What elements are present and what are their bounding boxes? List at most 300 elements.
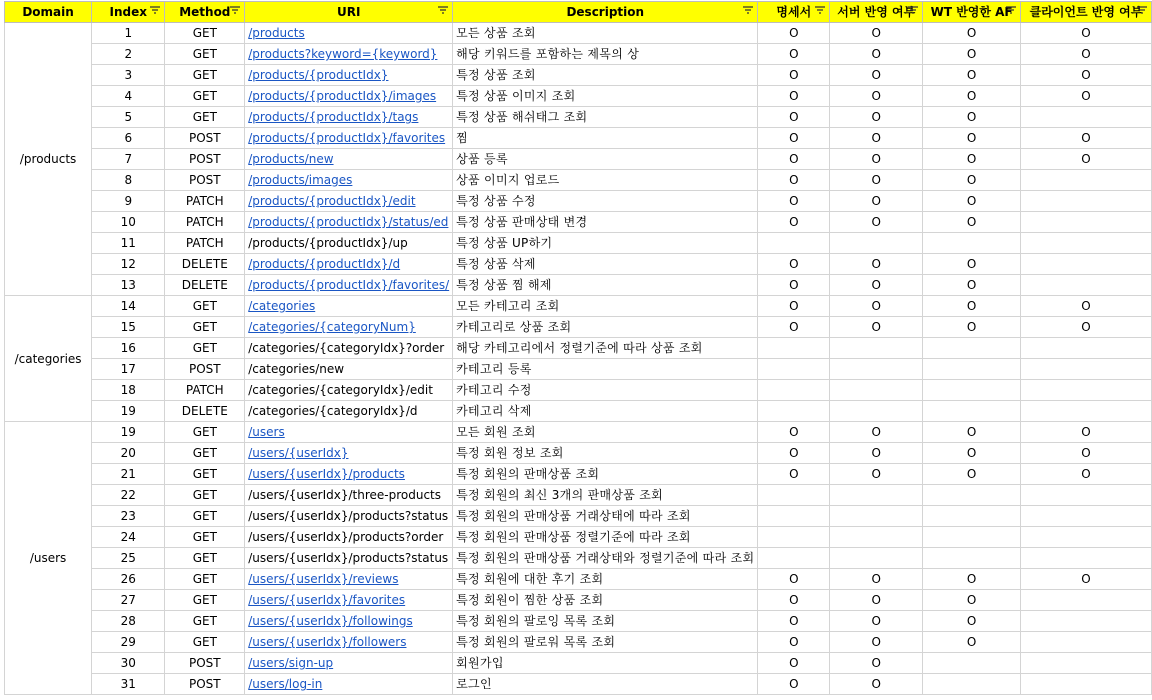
description-cell[interactable]: 특정 회원의 팔로워 목록 조회 bbox=[453, 632, 758, 653]
spec-cell[interactable]: O bbox=[758, 296, 830, 317]
method-cell[interactable]: PATCH bbox=[165, 191, 245, 212]
uri-cell[interactable] bbox=[245, 611, 453, 632]
client-applied-cell[interactable] bbox=[1020, 653, 1151, 674]
index-cell[interactable]: 31 bbox=[92, 674, 165, 695]
client-applied-cell[interactable] bbox=[1020, 548, 1151, 569]
uri-cell[interactable] bbox=[245, 128, 453, 149]
method-cell[interactable]: GET bbox=[165, 296, 245, 317]
uri-link[interactable]: /products/{productIdx}/images bbox=[248, 89, 437, 103]
description-cell[interactable]: 특정 상품 판매상태 변경 bbox=[453, 212, 758, 233]
uri-cell[interactable]: /users/{userIdx}/three-products bbox=[245, 485, 453, 506]
jwt-applied-cell[interactable]: O bbox=[923, 317, 1021, 338]
uri-cell[interactable] bbox=[245, 149, 453, 170]
column-header-index[interactable] bbox=[92, 2, 165, 23]
index-cell[interactable]: 7 bbox=[92, 149, 165, 170]
method-cell[interactable]: GET bbox=[165, 443, 245, 464]
jwt-applied-cell[interactable]: O bbox=[923, 254, 1021, 275]
jwt-applied-cell[interactable] bbox=[923, 401, 1021, 422]
uri-link[interactable]: /users/{userIdx}/followers bbox=[248, 635, 407, 649]
description-cell[interactable]: 특정 상품 UP하기 bbox=[453, 233, 758, 254]
server-applied-cell[interactable]: O bbox=[830, 464, 923, 485]
server-applied-cell[interactable]: O bbox=[830, 149, 923, 170]
spec-cell[interactable]: O bbox=[758, 275, 830, 296]
server-applied-cell[interactable] bbox=[830, 338, 923, 359]
index-cell[interactable]: 28 bbox=[92, 611, 165, 632]
uri-link[interactable]: /products/{productIdx}/favorites/ bbox=[248, 278, 450, 292]
server-applied-cell[interactable]: O bbox=[830, 44, 923, 65]
method-cell[interactable]: GET bbox=[165, 317, 245, 338]
index-cell[interactable]: 20 bbox=[92, 443, 165, 464]
uri-link[interactable]: /products?keyword={keyword} bbox=[248, 47, 438, 61]
uri-cell[interactable] bbox=[245, 44, 453, 65]
uri-link[interactable]: /users bbox=[248, 425, 285, 439]
column-header-description[interactable] bbox=[453, 2, 758, 23]
description-cell[interactable]: 특정 상품 찜 해제 bbox=[453, 275, 758, 296]
client-applied-cell[interactable] bbox=[1020, 590, 1151, 611]
jwt-applied-cell[interactable] bbox=[923, 506, 1021, 527]
description-cell[interactable]: 상품 이미지 업로드 bbox=[453, 170, 758, 191]
spec-cell[interactable] bbox=[758, 548, 830, 569]
spec-cell[interactable]: O bbox=[758, 44, 830, 65]
description-cell[interactable]: 모든 회원 조회 bbox=[453, 422, 758, 443]
index-cell[interactable]: 29 bbox=[92, 632, 165, 653]
spec-cell[interactable]: O bbox=[758, 191, 830, 212]
method-cell[interactable]: POST bbox=[165, 170, 245, 191]
client-applied-cell[interactable]: O bbox=[1020, 86, 1151, 107]
filter-dropdown-icon[interactable] bbox=[149, 5, 161, 17]
client-applied-cell[interactable]: O bbox=[1020, 317, 1151, 338]
jwt-applied-cell[interactable]: O bbox=[923, 275, 1021, 296]
uri-cell[interactable]: /users/{userIdx}/products?status bbox=[245, 548, 453, 569]
uri-cell[interactable] bbox=[245, 65, 453, 86]
spec-cell[interactable]: O bbox=[758, 590, 830, 611]
client-applied-cell[interactable]: O bbox=[1020, 569, 1151, 590]
index-cell[interactable]: 27 bbox=[92, 590, 165, 611]
uri-link[interactable]: /products/{productIdx} bbox=[248, 68, 389, 82]
description-cell[interactable]: 특정 회원의 판매상품 거래상태에 따라 조회 bbox=[453, 506, 758, 527]
method-cell[interactable]: GET bbox=[165, 44, 245, 65]
client-applied-cell[interactable] bbox=[1020, 401, 1151, 422]
column-header-jwt-applied[interactable] bbox=[923, 2, 1021, 23]
uri-cell[interactable] bbox=[245, 653, 453, 674]
description-cell[interactable]: 특정 회원에 대한 후기 조회 bbox=[453, 569, 758, 590]
method-cell[interactable]: POST bbox=[165, 149, 245, 170]
jwt-applied-cell[interactable]: O bbox=[923, 443, 1021, 464]
index-cell[interactable]: 6 bbox=[92, 128, 165, 149]
description-cell[interactable]: 찜 bbox=[453, 128, 758, 149]
uri-link[interactable]: /categories/{categoryNum} bbox=[248, 320, 416, 334]
domain-cell[interactable]: /users bbox=[5, 422, 92, 695]
description-cell[interactable]: 로그인 bbox=[453, 674, 758, 695]
client-applied-cell[interactable] bbox=[1020, 527, 1151, 548]
domain-cell[interactable]: /categories bbox=[5, 296, 92, 422]
index-cell[interactable]: 30 bbox=[92, 653, 165, 674]
client-applied-cell[interactable] bbox=[1020, 191, 1151, 212]
server-applied-cell[interactable]: O bbox=[830, 170, 923, 191]
server-applied-cell[interactable]: O bbox=[830, 611, 923, 632]
server-applied-cell[interactable]: O bbox=[830, 128, 923, 149]
description-cell[interactable]: 해당 키워드를 포함하는 제목의 상 bbox=[453, 44, 758, 65]
index-cell[interactable]: 4 bbox=[92, 86, 165, 107]
description-cell[interactable]: 특정 상품 이미지 조회 bbox=[453, 86, 758, 107]
uri-cell[interactable] bbox=[245, 296, 453, 317]
client-applied-cell[interactable]: O bbox=[1020, 296, 1151, 317]
client-applied-cell[interactable] bbox=[1020, 233, 1151, 254]
server-applied-cell[interactable]: O bbox=[830, 275, 923, 296]
uri-cell[interactable]: /users/{userIdx}/products?status bbox=[245, 506, 453, 527]
method-cell[interactable]: GET bbox=[165, 506, 245, 527]
server-applied-cell[interactable]: O bbox=[830, 23, 923, 44]
client-applied-cell[interactable] bbox=[1020, 338, 1151, 359]
spec-cell[interactable] bbox=[758, 359, 830, 380]
uri-cell[interactable] bbox=[245, 674, 453, 695]
client-applied-cell[interactable] bbox=[1020, 485, 1151, 506]
uri-cell[interactable] bbox=[245, 170, 453, 191]
client-applied-cell[interactable]: O bbox=[1020, 65, 1151, 86]
description-cell[interactable]: 해당 카테고리에서 정렬기준에 따라 상품 조회 bbox=[453, 338, 758, 359]
jwt-applied-cell[interactable]: O bbox=[923, 611, 1021, 632]
description-cell[interactable]: 특정 회원의 판매상품 거래상태와 정렬기준에 따라 조회 bbox=[453, 548, 758, 569]
server-applied-cell[interactable]: O bbox=[830, 86, 923, 107]
spec-cell[interactable] bbox=[758, 401, 830, 422]
index-cell[interactable]: 8 bbox=[92, 170, 165, 191]
server-applied-cell[interactable] bbox=[830, 506, 923, 527]
server-applied-cell[interactable]: O bbox=[830, 317, 923, 338]
index-cell[interactable]: 24 bbox=[92, 527, 165, 548]
method-cell[interactable]: GET bbox=[165, 422, 245, 443]
spec-cell[interactable]: O bbox=[758, 170, 830, 191]
server-applied-cell[interactable]: O bbox=[830, 191, 923, 212]
description-cell[interactable]: 특정 회원의 팔로잉 목록 조회 bbox=[453, 611, 758, 632]
server-applied-cell[interactable]: O bbox=[830, 212, 923, 233]
spec-cell[interactable]: O bbox=[758, 212, 830, 233]
description-cell[interactable]: 카테고리 등록 bbox=[453, 359, 758, 380]
client-applied-cell[interactable]: O bbox=[1020, 128, 1151, 149]
spec-cell[interactable]: O bbox=[758, 422, 830, 443]
filter-dropdown-icon[interactable] bbox=[742, 5, 754, 17]
spec-cell[interactable] bbox=[758, 380, 830, 401]
jwt-applied-cell[interactable] bbox=[923, 653, 1021, 674]
uri-cell[interactable]: /categories/new bbox=[245, 359, 453, 380]
server-applied-cell[interactable]: O bbox=[830, 653, 923, 674]
filter-dropdown-icon[interactable] bbox=[229, 5, 241, 17]
method-cell[interactable]: GET bbox=[165, 485, 245, 506]
filter-dropdown-icon[interactable] bbox=[1005, 5, 1017, 17]
client-applied-cell[interactable] bbox=[1020, 380, 1151, 401]
client-applied-cell[interactable]: O bbox=[1020, 464, 1151, 485]
uri-cell[interactable] bbox=[245, 632, 453, 653]
description-cell[interactable]: 상품 등록 bbox=[453, 149, 758, 170]
spec-cell[interactable]: O bbox=[758, 443, 830, 464]
filter-dropdown-icon[interactable] bbox=[907, 5, 919, 17]
uri-link[interactable]: /products/images bbox=[248, 173, 353, 187]
spec-cell[interactable] bbox=[758, 527, 830, 548]
uri-link[interactable]: /users/log-in bbox=[248, 677, 323, 691]
method-cell[interactable]: DELETE bbox=[165, 275, 245, 296]
uri-cell[interactable]: /categories/{categoryIdx}?order bbox=[245, 338, 453, 359]
uri-link[interactable]: /products/{productIdx}/edit bbox=[248, 194, 416, 208]
jwt-applied-cell[interactable] bbox=[923, 338, 1021, 359]
spec-cell[interactable]: O bbox=[758, 128, 830, 149]
uri-link[interactable]: /users/sign-up bbox=[248, 656, 334, 670]
method-cell[interactable]: GET bbox=[165, 464, 245, 485]
client-applied-cell[interactable]: O bbox=[1020, 23, 1151, 44]
index-cell[interactable]: 17 bbox=[92, 359, 165, 380]
server-applied-cell[interactable]: O bbox=[830, 65, 923, 86]
server-applied-cell[interactable]: O bbox=[830, 443, 923, 464]
uri-link[interactable]: /products/{productIdx}/status/ed bbox=[248, 215, 449, 229]
uri-cell[interactable] bbox=[245, 275, 453, 296]
table-row bbox=[5, 485, 1152, 506]
index-cell[interactable]: 3 bbox=[92, 65, 165, 86]
method-cell[interactable]: GET bbox=[165, 107, 245, 128]
client-applied-cell[interactable] bbox=[1020, 212, 1151, 233]
index-cell[interactable]: 1 bbox=[92, 23, 165, 44]
description-cell[interactable]: 카테고리 수정 bbox=[453, 380, 758, 401]
client-applied-cell[interactable]: O bbox=[1020, 443, 1151, 464]
jwt-applied-cell[interactable]: O bbox=[923, 23, 1021, 44]
spec-cell[interactable] bbox=[758, 233, 830, 254]
uri-cell[interactable] bbox=[245, 107, 453, 128]
client-applied-cell[interactable] bbox=[1020, 359, 1151, 380]
uri-cell[interactable] bbox=[245, 317, 453, 338]
method-cell[interactable]: DELETE bbox=[165, 401, 245, 422]
jwt-applied-cell[interactable]: O bbox=[923, 296, 1021, 317]
description-cell[interactable]: 특정 회원이 찜한 상품 조회 bbox=[453, 590, 758, 611]
jwt-applied-cell[interactable]: O bbox=[923, 107, 1021, 128]
filter-dropdown-icon[interactable] bbox=[437, 5, 449, 17]
jwt-applied-cell[interactable] bbox=[923, 233, 1021, 254]
index-cell[interactable]: 16 bbox=[92, 338, 165, 359]
uri-link[interactable]: /categories bbox=[248, 299, 316, 313]
description-cell[interactable]: 모든 상품 조회 bbox=[453, 23, 758, 44]
spec-cell[interactable]: O bbox=[758, 23, 830, 44]
spec-cell[interactable]: O bbox=[758, 149, 830, 170]
uri-cell[interactable]: /users/{userIdx}/products?order bbox=[245, 527, 453, 548]
description-cell[interactable]: 특정 상품 삭제 bbox=[453, 254, 758, 275]
method-cell[interactable]: POST bbox=[165, 653, 245, 674]
index-cell[interactable]: 13 bbox=[92, 275, 165, 296]
jwt-applied-cell[interactable]: O bbox=[923, 464, 1021, 485]
method-cell[interactable]: PATCH bbox=[165, 380, 245, 401]
jwt-applied-cell[interactable]: O bbox=[923, 128, 1021, 149]
server-applied-cell[interactable] bbox=[830, 548, 923, 569]
uri-link[interactable]: /users/{userIdx}/favorites bbox=[248, 593, 406, 607]
description-cell[interactable]: 특정 회원의 판매상품 정렬기준에 따라 조회 bbox=[453, 527, 758, 548]
uri-cell[interactable] bbox=[245, 422, 453, 443]
uri-cell[interactable] bbox=[245, 443, 453, 464]
server-applied-cell[interactable]: O bbox=[830, 569, 923, 590]
client-applied-cell[interactable] bbox=[1020, 632, 1151, 653]
index-cell[interactable]: 12 bbox=[92, 254, 165, 275]
jwt-applied-cell[interactable]: O bbox=[923, 632, 1021, 653]
uri-cell[interactable] bbox=[245, 254, 453, 275]
description-cell[interactable]: 카테고리 삭제 bbox=[453, 401, 758, 422]
method-cell[interactable]: PATCH bbox=[165, 212, 245, 233]
uri-link[interactable]: /users/{userIdx}/products bbox=[248, 467, 405, 481]
spec-cell[interactable] bbox=[758, 338, 830, 359]
domain-cell[interactable]: /products bbox=[5, 23, 92, 296]
index-cell[interactable]: 19 bbox=[92, 422, 165, 443]
method-cell[interactable]: PATCH bbox=[165, 233, 245, 254]
method-cell[interactable]: GET bbox=[165, 611, 245, 632]
server-applied-cell[interactable]: O bbox=[830, 674, 923, 695]
jwt-applied-cell[interactable]: O bbox=[923, 65, 1021, 86]
server-applied-cell[interactable]: O bbox=[830, 422, 923, 443]
uri-link[interactable]: /products/{productIdx}/d bbox=[248, 257, 401, 271]
description-cell[interactable]: 특정 상품 수정 bbox=[453, 191, 758, 212]
method-cell[interactable]: POST bbox=[165, 674, 245, 695]
server-applied-cell[interactable]: O bbox=[830, 590, 923, 611]
jwt-applied-cell[interactable]: O bbox=[923, 569, 1021, 590]
method-cell[interactable]: GET bbox=[165, 548, 245, 569]
client-applied-cell[interactable] bbox=[1020, 170, 1151, 191]
client-applied-cell[interactable]: O bbox=[1020, 44, 1151, 65]
description-cell[interactable]: 카테고리로 상품 조회 bbox=[453, 317, 758, 338]
client-applied-cell[interactable] bbox=[1020, 611, 1151, 632]
index-cell[interactable]: 25 bbox=[92, 548, 165, 569]
spec-cell[interactable]: O bbox=[758, 632, 830, 653]
spec-cell[interactable]: O bbox=[758, 317, 830, 338]
server-applied-cell[interactable]: O bbox=[830, 254, 923, 275]
spec-cell[interactable]: O bbox=[758, 107, 830, 128]
client-applied-cell[interactable]: O bbox=[1020, 149, 1151, 170]
uri-cell[interactable] bbox=[245, 464, 453, 485]
jwt-applied-cell[interactable]: O bbox=[923, 170, 1021, 191]
column-header-client-applied[interactable] bbox=[1020, 2, 1151, 23]
method-cell[interactable]: GET bbox=[165, 632, 245, 653]
uri-link[interactable]: /products/{productIdx}/tags bbox=[248, 110, 419, 124]
index-cell[interactable]: 19 bbox=[92, 401, 165, 422]
method-cell[interactable]: GET bbox=[165, 86, 245, 107]
spec-cell[interactable] bbox=[758, 506, 830, 527]
method-cell[interactable]: DELETE bbox=[165, 254, 245, 275]
column-header-server-applied[interactable] bbox=[830, 2, 923, 23]
index-cell[interactable]: 22 bbox=[92, 485, 165, 506]
description-cell[interactable]: 특정 회원의 판매상품 조회 bbox=[453, 464, 758, 485]
spec-cell[interactable] bbox=[758, 485, 830, 506]
filter-dropdown-icon[interactable] bbox=[1136, 5, 1148, 17]
index-cell[interactable]: 2 bbox=[92, 44, 165, 65]
method-cell[interactable]: GET bbox=[165, 569, 245, 590]
index-cell[interactable]: 18 bbox=[92, 380, 165, 401]
uri-link[interactable]: /users/{userIdx}/reviews bbox=[248, 572, 399, 586]
jwt-applied-cell[interactable]: O bbox=[923, 191, 1021, 212]
jwt-applied-cell[interactable]: O bbox=[923, 590, 1021, 611]
uri-cell[interactable] bbox=[245, 23, 453, 44]
jwt-applied-cell[interactable] bbox=[923, 527, 1021, 548]
uri-link[interactable]: /products/{productIdx}/favorites bbox=[248, 131, 446, 145]
client-applied-cell[interactable] bbox=[1020, 506, 1151, 527]
method-cell[interactable]: GET bbox=[165, 65, 245, 86]
jwt-applied-cell[interactable]: O bbox=[923, 422, 1021, 443]
index-cell[interactable]: 21 bbox=[92, 464, 165, 485]
description-cell[interactable]: 특정 회원 정보 조회 bbox=[453, 443, 758, 464]
method-cell[interactable]: GET bbox=[165, 338, 245, 359]
jwt-applied-cell[interactable] bbox=[923, 485, 1021, 506]
uri-link[interactable]: /users/{userIdx} bbox=[248, 446, 349, 460]
jwt-applied-cell[interactable] bbox=[923, 674, 1021, 695]
server-applied-cell[interactable] bbox=[830, 380, 923, 401]
jwt-applied-cell[interactable]: O bbox=[923, 44, 1021, 65]
jwt-applied-cell[interactable] bbox=[923, 380, 1021, 401]
server-applied-cell[interactable] bbox=[830, 485, 923, 506]
uri-cell[interactable] bbox=[245, 212, 453, 233]
jwt-applied-cell[interactable]: O bbox=[923, 86, 1021, 107]
description-cell[interactable]: 모든 카테고리 조회 bbox=[453, 296, 758, 317]
spec-cell[interactable]: O bbox=[758, 674, 830, 695]
jwt-applied-cell[interactable]: O bbox=[923, 212, 1021, 233]
uri-cell[interactable]: /products/{productIdx}/up bbox=[245, 233, 453, 254]
index-cell[interactable]: 10 bbox=[92, 212, 165, 233]
index-cell[interactable]: 11 bbox=[92, 233, 165, 254]
jwt-applied-cell[interactable] bbox=[923, 548, 1021, 569]
index-cell[interactable]: 23 bbox=[92, 506, 165, 527]
method-cell[interactable]: GET bbox=[165, 527, 245, 548]
client-applied-cell[interactable] bbox=[1020, 107, 1151, 128]
uri-link[interactable]: /products/new bbox=[248, 152, 334, 166]
index-cell[interactable]: 26 bbox=[92, 569, 165, 590]
client-applied-cell[interactable] bbox=[1020, 254, 1151, 275]
uri-cell[interactable] bbox=[245, 569, 453, 590]
column-header-domain[interactable] bbox=[5, 2, 92, 23]
index-cell[interactable]: 14 bbox=[92, 296, 165, 317]
server-applied-cell[interactable] bbox=[830, 359, 923, 380]
uri-link[interactable]: /products bbox=[248, 26, 305, 40]
index-cell[interactable]: 9 bbox=[92, 191, 165, 212]
column-header-spec[interactable] bbox=[758, 2, 830, 23]
method-cell[interactable]: POST bbox=[165, 359, 245, 380]
jwt-applied-cell[interactable] bbox=[923, 359, 1021, 380]
column-header-uri[interactable] bbox=[245, 2, 453, 23]
spec-cell[interactable]: O bbox=[758, 65, 830, 86]
uri-cell[interactable] bbox=[245, 191, 453, 212]
client-applied-cell[interactable] bbox=[1020, 674, 1151, 695]
spec-cell[interactable]: O bbox=[758, 464, 830, 485]
server-applied-cell[interactable] bbox=[830, 233, 923, 254]
description-cell[interactable]: 특정 회원의 최신 3개의 판매상품 조회 bbox=[453, 485, 758, 506]
method-cell[interactable]: GET bbox=[165, 590, 245, 611]
description-cell[interactable]: 회원가입 bbox=[453, 653, 758, 674]
uri-cell[interactable]: /categories/{categoryIdx}/edit bbox=[245, 380, 453, 401]
server-applied-cell[interactable]: O bbox=[830, 107, 923, 128]
server-applied-cell[interactable] bbox=[830, 527, 923, 548]
uri-link[interactable]: /users/{userIdx}/followings bbox=[248, 614, 413, 628]
server-applied-cell[interactable] bbox=[830, 401, 923, 422]
description-cell[interactable]: 특정 상품 조회 bbox=[453, 65, 758, 86]
spec-cell[interactable]: O bbox=[758, 254, 830, 275]
description-cell[interactable]: 특정 상품 해쉬태그 조회 bbox=[453, 107, 758, 128]
client-applied-cell[interactable]: O bbox=[1020, 422, 1151, 443]
uri-cell[interactable]: /categories/{categoryIdx}/d bbox=[245, 401, 453, 422]
server-applied-cell[interactable]: O bbox=[830, 296, 923, 317]
spec-cell[interactable]: O bbox=[758, 653, 830, 674]
jwt-applied-cell[interactable]: O bbox=[923, 149, 1021, 170]
uri-cell[interactable] bbox=[245, 86, 453, 107]
column-header-method[interactable] bbox=[165, 2, 245, 23]
index-cell[interactable]: 5 bbox=[92, 107, 165, 128]
spec-cell[interactable]: O bbox=[758, 611, 830, 632]
spec-cell[interactable]: O bbox=[758, 569, 830, 590]
spec-cell[interactable]: O bbox=[758, 86, 830, 107]
method-cell[interactable]: POST bbox=[165, 128, 245, 149]
uri-cell[interactable] bbox=[245, 590, 453, 611]
server-applied-cell[interactable]: O bbox=[830, 632, 923, 653]
client-applied-cell[interactable] bbox=[1020, 275, 1151, 296]
filter-dropdown-icon[interactable] bbox=[814, 5, 826, 17]
method-cell[interactable]: GET bbox=[165, 23, 245, 44]
index-cell[interactable]: 15 bbox=[92, 317, 165, 338]
